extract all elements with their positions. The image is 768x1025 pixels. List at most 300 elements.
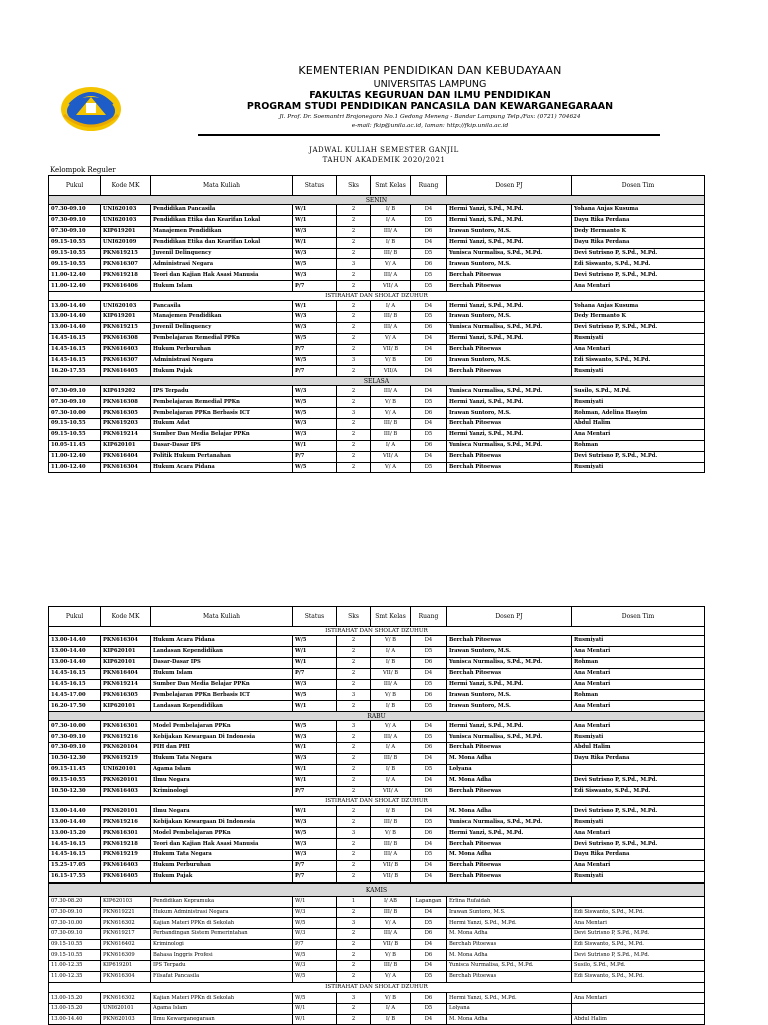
cell-status: W/5: [293, 971, 337, 982]
cell-status: W/1: [293, 1014, 337, 1025]
cell-credits: 2: [337, 462, 371, 473]
cell-team: Dayu Rika Perdana: [572, 850, 705, 861]
cell-lecturer: Hermi Yanzi, S.Pd., M.Pd.: [447, 828, 572, 839]
day-row: [49, 377, 705, 386]
cell-lecturer: Irawan Suntoro, M.S.: [447, 259, 572, 270]
cell-team: Devi Sutrisno P, S.Pd., M.Pd.: [572, 950, 705, 961]
cell-team: Ana Mentari: [572, 828, 705, 839]
cell-lecturer: Hermi Yanzi, S.Pd., M.Pd.: [447, 397, 572, 408]
cell-course: IPS Terpadu: [151, 386, 293, 397]
table-row: [49, 828, 705, 839]
cell-room: D5: [411, 215, 447, 226]
cell-credits: 2: [337, 386, 371, 397]
cell-code: KIP620101: [101, 646, 151, 657]
cell-room: D6: [411, 440, 447, 451]
cell-time: 13.00-14.40: [49, 817, 101, 828]
cell-lecturer: Berchah Pitoewas: [447, 451, 572, 462]
cell-time: 09.15-10.55: [49, 950, 101, 961]
cell-credits: 2: [337, 871, 371, 882]
cell-time: 13.00-14.40: [49, 636, 101, 647]
cell-lecturer: Lolyana: [447, 1003, 572, 1014]
cell-course: Pancasila: [151, 301, 293, 312]
cell-credits: 2: [337, 429, 371, 440]
cell-room: D6: [411, 657, 447, 668]
cell-status: W/1: [293, 701, 337, 712]
break-label: ISTIRAHAT DAN SHOLAT DZUHUR: [49, 292, 705, 301]
cell-code: KIP620101: [101, 657, 151, 668]
contact-line: e-mail: fkip@unila.ac.id, laman: http://fkip.unila.ac.id: [351, 123, 509, 129]
cell-course: Hukum Islam: [151, 281, 293, 292]
cell-class: III/ B: [371, 817, 411, 828]
cell-room: D6: [411, 355, 447, 366]
cell-course: Manajemen Pendidikan: [151, 312, 293, 323]
cell-credits: 2: [337, 907, 371, 918]
cell-course: Kajian Materi PPKn di Sekolah: [151, 993, 293, 1004]
cell-time: 13.00-15.20: [49, 828, 101, 839]
cell-lecturer: Hermi Yanzi, S.Pd., M.Pd.: [447, 679, 572, 690]
cell-class: III/ B: [371, 312, 411, 323]
cell-lecturer: Irawan Suntoro, M.S.: [447, 226, 572, 237]
cell-team: Ana Mentari: [572, 721, 705, 732]
cell-course: Dasar-Dasar IPS: [151, 657, 293, 668]
cell-class: I/ A: [371, 1003, 411, 1014]
cell-status: W/1: [293, 657, 337, 668]
cell-course: Kebijakan Kewargaan Di Indonesia: [151, 817, 293, 828]
cell-class: I/ A: [371, 646, 411, 657]
table-row: [49, 764, 705, 775]
table-row: [49, 440, 705, 451]
cell-status: W/5: [293, 333, 337, 344]
cell-course: Filsafat Pancasila: [151, 971, 293, 982]
cell-class: III/ A: [371, 929, 411, 940]
cell-status: W/3: [293, 322, 337, 333]
cell-credits: 2: [337, 215, 371, 226]
cell-course: Teori dan Kajian Hak Asasi Manusia: [151, 839, 293, 850]
cell-time: 14.45-16.15: [49, 344, 101, 355]
break-label: ISTIRAHAT DAN SHOLAT DZUHUR: [49, 627, 705, 636]
cell-status: W/1: [293, 897, 337, 908]
cell-status: W/1: [293, 215, 337, 226]
cell-lecturer: Berchah Pitoewas: [447, 871, 572, 882]
cell-class: V/ A: [371, 971, 411, 982]
cell-code: KIP620101: [101, 701, 151, 712]
day-row: [49, 712, 705, 721]
cell-room: D4: [411, 907, 447, 918]
cell-time: 07.30-09.10: [49, 397, 101, 408]
table-row: [49, 971, 705, 982]
cell-room: D4: [411, 961, 447, 972]
cell-credits: 2: [337, 451, 371, 462]
cell-status: W/5: [293, 828, 337, 839]
cell-room: D5: [411, 397, 447, 408]
cell-lecturer: Irawan Suntoro, M.S.: [447, 907, 572, 918]
table-row: [49, 929, 705, 940]
cell-time: 14.45-16.15: [49, 355, 101, 366]
cell-code: PKN619203: [101, 419, 151, 430]
cell-class: I/ B: [371, 764, 411, 775]
cell-lecturer: Hermi Yanzi, S.Pd., M.Pd.: [447, 215, 572, 226]
cell-class: V/ B: [371, 636, 411, 647]
cell-team: Edi Siswanto, S.Pd., M.Pd.: [572, 355, 705, 366]
cell-class: VII/ B: [371, 344, 411, 355]
cell-team: [572, 897, 705, 908]
cell-code: PKN616405: [101, 366, 151, 377]
cell-course: Juvenil Delinquency: [151, 322, 293, 333]
cell-team: Edi Siswanto, S.Pd., M.Pd.: [572, 259, 705, 270]
cell-time: 07.30-08.20: [49, 897, 101, 908]
cell-class: III/ A: [371, 270, 411, 281]
cell-room: D4: [411, 344, 447, 355]
cell-course: Pembelajaran Remedial PPKn: [151, 397, 293, 408]
column-header-course: Mata Kuliah: [151, 176, 293, 196]
cell-room: D4: [411, 301, 447, 312]
cell-course: Model Pembelajaran PPKn: [151, 828, 293, 839]
cell-class: V/ A: [371, 259, 411, 270]
cell-code: KIP619202: [101, 386, 151, 397]
cell-lecturer: M. Mona Adha: [447, 929, 572, 940]
cell-code: PKN619216: [101, 817, 151, 828]
cell-time: 09.15-10.55: [49, 939, 101, 950]
cell-code: PKN616308: [101, 333, 151, 344]
cell-team: Devi Sutrisno P, S.Pd., M.Pd.: [572, 248, 705, 259]
cell-status: W/1: [293, 1003, 337, 1014]
cell-credits: 2: [337, 226, 371, 237]
table-row: [49, 451, 705, 462]
table-row: [49, 871, 705, 882]
cell-room: D4: [411, 451, 447, 462]
cell-team: Rusmiyati: [572, 817, 705, 828]
cell-course: Pendidikan Etika dan Kearifan Lokal: [151, 237, 293, 248]
cell-room: D5: [411, 971, 447, 982]
table-row: [49, 333, 705, 344]
cell-time: 09.15-10.55: [49, 237, 101, 248]
cell-room: D6: [411, 828, 447, 839]
cell-time: 14.45-16.15: [49, 679, 101, 690]
cell-time: 13.00-14.40: [49, 657, 101, 668]
cell-time: 11.00-12.40: [49, 462, 101, 473]
cell-class: V/ A: [371, 462, 411, 473]
table-row: [49, 743, 705, 754]
table-row: [49, 690, 705, 701]
cell-lecturer: Berchah Pitoewas: [447, 839, 572, 850]
cell-class: III/ B: [371, 961, 411, 972]
cell-room: D5: [411, 732, 447, 743]
cell-time: 07.30-10.00: [49, 721, 101, 732]
cell-room: D6: [411, 226, 447, 237]
cell-lecturer: M. Mona Adha: [447, 775, 572, 786]
cell-credits: 2: [337, 679, 371, 690]
cell-code: PKN616403: [101, 860, 151, 871]
column-header-course: Mata Kuliah: [151, 607, 293, 627]
cell-code: PKN616404: [101, 451, 151, 462]
cell-lecturer: Berchah Pitoewas: [447, 860, 572, 871]
cell-time: 11.00-12.40: [49, 270, 101, 281]
cell-lecturer: Hermi Yanzi, S.Pd., M.Pd.: [447, 721, 572, 732]
cell-credits: 3: [337, 828, 371, 839]
cell-code: UNI620103: [101, 215, 151, 226]
cell-room: D5: [411, 701, 447, 712]
cell-class: V/ B: [371, 993, 411, 1004]
cell-course: Hukum Tata Negara: [151, 850, 293, 861]
cell-code: PKN616301: [101, 828, 151, 839]
cell-code: PKN616307: [101, 259, 151, 270]
cell-lecturer: M. Mona Adha: [447, 753, 572, 764]
cell-time: 14.45-16.15: [49, 668, 101, 679]
letterhead: [0, 60, 768, 140]
table-row: [49, 646, 705, 657]
cell-code: PKN620101: [101, 775, 151, 786]
table-row: [49, 270, 705, 281]
cell-room: D6: [411, 950, 447, 961]
cell-lecturer: Berchah Pitoewas: [447, 743, 572, 754]
cell-team: Abdul Halim: [572, 419, 705, 430]
cell-class: III/ A: [371, 322, 411, 333]
cell-time: 07.30-09.10: [49, 929, 101, 940]
cell-code: PKN619216: [101, 732, 151, 743]
cell-credits: 2: [337, 237, 371, 248]
cell-code: KIP619201: [101, 961, 151, 972]
cell-team: Rusmiyati: [572, 397, 705, 408]
cell-class: I/ B: [371, 701, 411, 712]
cell-time: 11.00-12.35: [49, 971, 101, 982]
cell-team: Ana Mentari: [572, 918, 705, 929]
cell-time: 13.00-14.40: [49, 322, 101, 333]
cell-credits: 2: [337, 281, 371, 292]
cell-course: Juvenil Delinquency: [151, 248, 293, 259]
cell-credits: 2: [337, 397, 371, 408]
table-row: [49, 248, 705, 259]
cell-time: 15.25-17.05: [49, 860, 101, 871]
column-header-lecturer: Dosen PJ: [447, 607, 572, 627]
cell-code: PKN620101: [101, 806, 151, 817]
cell-credits: 3: [337, 355, 371, 366]
cell-status: P/7: [293, 786, 337, 797]
cell-status: W/5: [293, 690, 337, 701]
cell-credits: 2: [337, 971, 371, 982]
cell-class: I/ A: [371, 775, 411, 786]
cell-credits: 3: [337, 918, 371, 929]
cell-room: D6: [411, 690, 447, 701]
cell-room: D5: [411, 918, 447, 929]
cell-credits: 2: [337, 817, 371, 828]
cell-code: KIP619201: [101, 312, 151, 323]
table-row: [49, 950, 705, 961]
cell-lecturer: Hermi Yanzi, S.Pd., M.Pd.: [447, 918, 572, 929]
column-header-class: Smt Kelas: [371, 607, 411, 627]
cell-credits: 3: [337, 408, 371, 419]
cell-class: V/ A: [371, 333, 411, 344]
cell-lecturer: Berchah Pitoewas: [447, 281, 572, 292]
cell-course: Agama Islam: [151, 1003, 293, 1014]
cell-lecturer: Irawan Suntoro, M.S.: [447, 312, 572, 323]
cell-credits: 2: [337, 1003, 371, 1014]
cell-status: W/5: [293, 636, 337, 647]
cell-lecturer: Berchah Pitoewas: [447, 419, 572, 430]
cell-credits: 2: [337, 850, 371, 861]
cell-lecturer: Berchah Pitoewas: [447, 270, 572, 281]
schedule-title: JADWAL KULIAH SEMESTER GANJIL: [309, 146, 459, 154]
table-row: [49, 668, 705, 679]
cell-class: III/ B: [371, 419, 411, 430]
cell-course: Hukum Adat: [151, 419, 293, 430]
cell-time: 09.15-10.55: [49, 429, 101, 440]
cell-team: Ana Mentari: [572, 668, 705, 679]
break-label: ISTIRAHAT DAN SHOLAT DZUHUR: [49, 797, 705, 806]
cell-team: Dedy Hermanto K: [572, 226, 705, 237]
table-row: [49, 366, 705, 377]
table-row: [49, 721, 705, 732]
cell-lecturer: Berchah Pitoewas: [447, 366, 572, 377]
column-header-lecturer: Dosen PJ: [447, 176, 572, 196]
cell-class: I/ A: [371, 440, 411, 451]
cell-team: Dedy Hermanto K: [572, 312, 705, 323]
cell-code: PKN620104: [101, 743, 151, 754]
cell-course: Hukum Administrasi Negara: [151, 907, 293, 918]
cell-course: Kriminologi: [151, 786, 293, 797]
cell-team: Devi Sutrisno P, S.Pd., M.Pd.: [572, 929, 705, 940]
cell-credits: 2: [337, 248, 371, 259]
cell-room: D5: [411, 462, 447, 473]
cell-status: W/5: [293, 993, 337, 1004]
cell-code: PKN619219: [101, 850, 151, 861]
cell-class: I/ B: [371, 237, 411, 248]
cell-team: Rohman, Adelina Hasyim: [572, 408, 705, 419]
cell-class: I/ A: [371, 215, 411, 226]
day-label: SENIN: [49, 196, 705, 205]
cell-team: Ana Mentari: [572, 344, 705, 355]
cell-room: D5: [411, 679, 447, 690]
cell-team: Dayu Rika Perdana: [572, 237, 705, 248]
cell-credits: 3: [337, 721, 371, 732]
cell-credits: 2: [337, 939, 371, 950]
cell-course: Hukum Pajak: [151, 871, 293, 882]
cell-room: D6: [411, 408, 447, 419]
column-header-class: Smt Kelas: [371, 176, 411, 196]
cell-course: Pembelajaran Remedial PPKn: [151, 333, 293, 344]
cell-status: P/7: [293, 451, 337, 462]
cell-room: D4: [411, 721, 447, 732]
cell-course: Kebijakan Kewargaan Di Indonesia: [151, 732, 293, 743]
cell-course: Pembelajaran PPKn Berbasis ICT: [151, 690, 293, 701]
cell-course: IPS Terpadu: [151, 961, 293, 972]
cell-code: PKN616403: [101, 786, 151, 797]
table-row: [49, 322, 705, 333]
cell-course: Sumber Dan Media Belajar PPKn: [151, 429, 293, 440]
table-row: [49, 397, 705, 408]
cell-lecturer: Hermi Yanzi, S.Pd., M.Pd.: [447, 205, 572, 216]
table-row: [49, 961, 705, 972]
cell-time: 07.30-10.00: [49, 918, 101, 929]
cell-lecturer: Yunisca Nurmalisa, S.Pd., M.Pd.: [447, 657, 572, 668]
cell-status: P/7: [293, 281, 337, 292]
cell-lecturer: Yunisca Nurmalisa, S.Pd., M.Pd.: [447, 248, 572, 259]
cell-code: KIP619201: [101, 226, 151, 237]
cell-lecturer: Berchah Pitoewas: [447, 462, 572, 473]
cell-class: V/ A: [371, 408, 411, 419]
cell-lecturer: Irawan Suntoro, M.S.: [447, 690, 572, 701]
cell-class: III/ B: [371, 429, 411, 440]
column-header-room: Ruang: [411, 607, 447, 627]
cell-status: W/1: [293, 806, 337, 817]
table-row: [49, 419, 705, 430]
cell-room: D4: [411, 806, 447, 817]
cell-lecturer: Hermi Yanzi, S.Pd., M.Pd.: [447, 333, 572, 344]
cell-class: V/ B: [371, 690, 411, 701]
cell-time: 09.15-10.55: [49, 259, 101, 270]
cell-course: Ilmu Kewarganegaraan: [151, 1014, 293, 1025]
cell-credits: 2: [337, 366, 371, 377]
cell-team: Rusmiyati: [572, 732, 705, 743]
cell-status: P/7: [293, 860, 337, 871]
cell-room: D5: [411, 1003, 447, 1014]
cell-team: Edi Siswanto, S.Pd., M.Pd.: [572, 907, 705, 918]
cell-course: Hukum Perburuhan: [151, 860, 293, 871]
cell-room: D4: [411, 237, 447, 248]
table-header-row: [49, 607, 705, 627]
cell-team: Dayu Rika Perdana: [572, 753, 705, 764]
cell-room: D4: [411, 775, 447, 786]
cell-team: Rohman: [572, 657, 705, 668]
cell-credits: 2: [337, 961, 371, 972]
break-row: [49, 627, 705, 636]
cell-time: 14.45-17.00: [49, 690, 101, 701]
cell-room: D5: [411, 270, 447, 281]
table-row: [49, 732, 705, 743]
cell-class: VII/ B: [371, 860, 411, 871]
cell-team: Rusmiyati: [572, 366, 705, 377]
cell-code: PKN619214: [101, 679, 151, 690]
cell-lecturer: Irawan Suntoro, M.S.: [447, 646, 572, 657]
cell-team: Ana Mentari: [572, 860, 705, 871]
schedule-table-3: [48, 883, 705, 1025]
cell-time: 13.00-15.20: [49, 1003, 101, 1014]
cell-team: Dayu Rika Perdana: [572, 215, 705, 226]
cell-lecturer: M. Mona Adha: [447, 806, 572, 817]
table-row: [49, 657, 705, 668]
cell-course: Hukum Acara Pidana: [151, 462, 293, 473]
cell-credits: 2: [337, 950, 371, 961]
cell-time: 13.00-14.40: [49, 646, 101, 657]
table-row: [49, 237, 705, 248]
cell-course: Pendidikan Pancasila: [151, 205, 293, 216]
cell-status: W/3: [293, 386, 337, 397]
cell-time: 13.00-15.20: [49, 993, 101, 1004]
cell-course: Landasan Kependidikan: [151, 701, 293, 712]
cell-course: Hukum Acara Pidana: [151, 636, 293, 647]
cell-lecturer: M. Mona Adha: [447, 950, 572, 961]
cell-time: 13.00-14.40: [49, 312, 101, 323]
table-row: [49, 429, 705, 440]
cell-time: 10.50-12.30: [49, 786, 101, 797]
table-row: [49, 775, 705, 786]
cell-status: W/3: [293, 732, 337, 743]
cell-time: 13.00-14.40: [49, 301, 101, 312]
cell-class: VII/ A: [371, 451, 411, 462]
cell-lecturer: Berchah Pitoewas: [447, 668, 572, 679]
cell-class: VII/ B: [371, 668, 411, 679]
cell-room: D6: [411, 743, 447, 754]
cell-time: 11.00-12.40: [49, 451, 101, 462]
cell-course: Hukum Tata Negara: [151, 753, 293, 764]
cell-status: W/1: [293, 646, 337, 657]
cell-lecturer: Yunisca Nurmalisa, S.Pd., M.Pd.: [447, 386, 572, 397]
cell-credits: 2: [337, 701, 371, 712]
cell-team: Rusmiyati: [572, 462, 705, 473]
cell-status: W/3: [293, 753, 337, 764]
cell-room: D5: [411, 764, 447, 775]
cell-lecturer: Yunisca Nurmalisa, S.Pd., M.Pd.: [447, 322, 572, 333]
cell-time: 07.30-09.10: [49, 732, 101, 743]
